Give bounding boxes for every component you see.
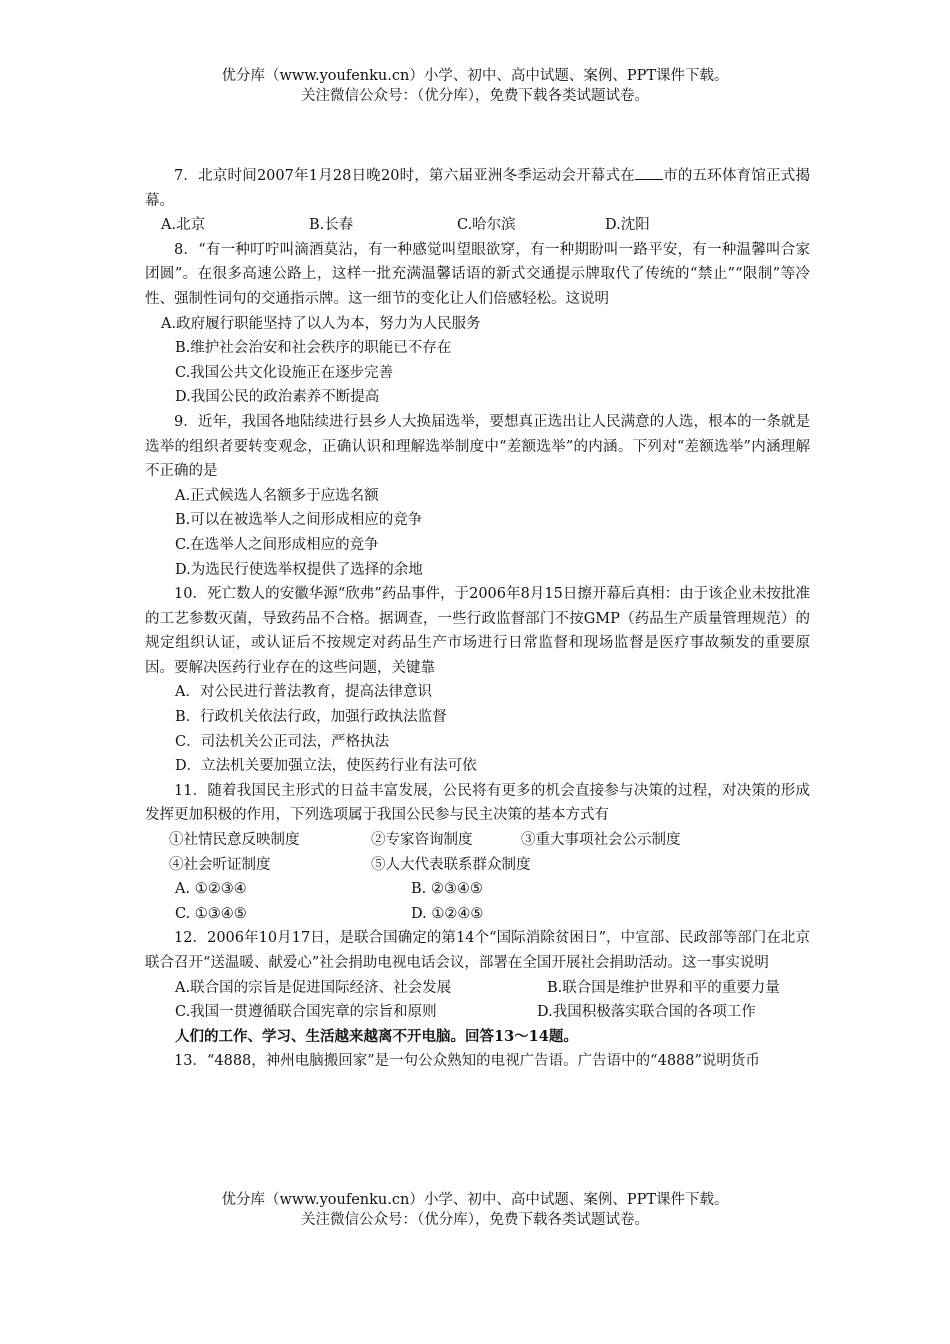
option-d: D.为选民行使选举权提供了选择的余地 [175, 561, 423, 578]
question-12 [145, 926, 810, 1024]
question-8 [145, 238, 810, 410]
option-a: A.政府履行职能坚持了以人为本，努力为人民服务 [161, 315, 481, 332]
option-d: D.我国积极落实联合国的各项工作 [537, 1004, 756, 1021]
option-d: D. ①②④⑤ [411, 905, 484, 922]
option-b: B. ②③④⑤ [411, 881, 483, 898]
option-b: B.维护社会治安和社会秩序的职能已不存在 [175, 340, 452, 357]
item-2: ②专家咨询制度 [371, 832, 473, 849]
question-11-items-row-1 [145, 828, 810, 853]
question-7-stem: 7．北京时间2007年1月28日晚20时，第六届亚洲冬季运动会开幕式在 市的五环体育馆正式揭幕。 [145, 164, 810, 213]
question-13-stem: 13．“4888，神州电脑搬回家”是一句公众熟知的电视广告语。广告语中的“4888”说明货币 [174, 1053, 760, 1070]
option-b: B.联合国是维护世界和平的重要力量 [547, 979, 780, 996]
exam-content [145, 164, 810, 1074]
option-d: D．立法机关要加强立法，使医药行业有法可依 [175, 758, 477, 775]
item-5: ⑤人大代表联系群众制度 [371, 856, 531, 873]
question-11-stem: 11．随着我国民主形式的日益丰富发展，公民将有更多的机会直接参与决策的过程，对决策的形成发挥更加积极的作用，下列选项属于我国公民参与民主决策的基本方式有 [145, 782, 810, 824]
option-a: A．对公民进行普法教育，提高法律意识 [175, 684, 432, 701]
section-heading: 人们的工作、学习、生活越来越离不开电脑。回答13～14题。 [175, 1027, 578, 1045]
option-c: C. ①③④⑤ [175, 905, 247, 922]
header-line-1: 优分库（www.youfenku.cn）小学、初中、高中试题、案例、PPT课件下载。 [221, 68, 729, 84]
question-13 [145, 1049, 810, 1074]
option-c: C.我国公共文化设施正在逐步完善 [175, 364, 394, 381]
option-b: B.长春 [309, 217, 354, 234]
option-b: B.可以在被选举人之间形成相应的竞争 [175, 512, 423, 529]
question-12-options-cd [145, 1000, 810, 1025]
footer-line-2: 关注微信公众号：（优分库），免费下载各类试题试卷。 [301, 1212, 649, 1228]
question-10-stem: 10．死亡数人的安徽华源“欣弗”药品事件，于2006年8月15日擦开幕后真相：由于该企业未按批准的工艺参数灭菌，导致药品不合格。据调查，一些行政监督部门不按GMP（药品生产质量管理规范）的规定组织认证，或认证后不按规定对药品生产市场进行日常监督和现场监督是医疗事故频发的重要原因。要解决医药行业存在的这些问题，关键靠 [145, 586, 810, 676]
question-12-options-ab [145, 976, 810, 1001]
option-c: C.在选举人之间形成相应的竞争 [175, 536, 379, 553]
question-7-options [145, 213, 810, 238]
question-7 [145, 164, 810, 238]
option-a: A.正式候选人名额多于应选名额 [175, 487, 379, 504]
answer-blank [635, 165, 663, 180]
question-10 [145, 582, 810, 779]
option-a: A.联合国的宗旨是促进国际经济、社会发展 [175, 979, 452, 996]
item-3: ③重大事项社会公示制度 [521, 832, 681, 849]
option-b: B．行政机关依法行政，加强行政执法监督 [175, 709, 447, 726]
header-line-2: 关注微信公众号：（优分库），免费下载各类试题试卷。 [301, 88, 649, 104]
question-11-items-row-2 [145, 853, 810, 878]
item-1: ①社情民意反映制度 [169, 832, 300, 849]
option-c: C.我国一贯遵循联合国宪章的宗旨和原则 [175, 1004, 437, 1021]
page-header [0, 66, 950, 106]
footer-line-1: 优分库（www.youfenku.cn）小学、初中、高中试题、案例、PPT课件下载。 [221, 1192, 729, 1208]
question-11-options-row-1 [145, 877, 810, 902]
item-4: ④社会听证制度 [169, 856, 271, 873]
option-a: A. ①②③④ [175, 881, 247, 898]
question-11-options-row-2 [145, 902, 810, 927]
question-12-stem: 12．2006年10月17日，是联合国确定的第14个“国际消除贫困日”，中宣部、民政部等部门在北京联合召开“送温暖、献爱心”社会捐助电视电话会议，部署在全国开展社会捐助活动。这一事实说明 [145, 930, 810, 971]
option-d: D.我国公民的政治素养不断提高 [175, 389, 380, 406]
page-footer [0, 1190, 950, 1230]
option-c: C.哈尔滨 [457, 217, 516, 234]
question-11 [145, 779, 810, 927]
option-c: C．司法机关公正司法，严格执法 [175, 733, 390, 750]
question-8-stem: 8．“有一种叮咛叫滴酒莫沾，有一种感觉叫望眼欲穿，有一种期盼叫一路平安，有一种温馨叫合家团圆”。在很多高速公路上，这样一批充满温馨话语的新式交通提示牌取代了传统的“禁止”“限制”等冷性、强制性词句的交通指示牌。这一细节的变化让人们倍感轻松。这说明 [145, 241, 810, 307]
option-a: A.北京 [161, 217, 206, 234]
question-9 [145, 410, 810, 582]
option-d: D.沈阳 [605, 217, 650, 234]
question-9-stem: 9．近年，我国各地陆续进行县乡人大换届选举，要想真正选出让人民满意的人选，根本的一条就是选举的组织者要转变观念，正确认识和理解选举制度中“差额选举”的内涵。下列对“差额选举”内涵理解不正确的是 [145, 413, 810, 480]
